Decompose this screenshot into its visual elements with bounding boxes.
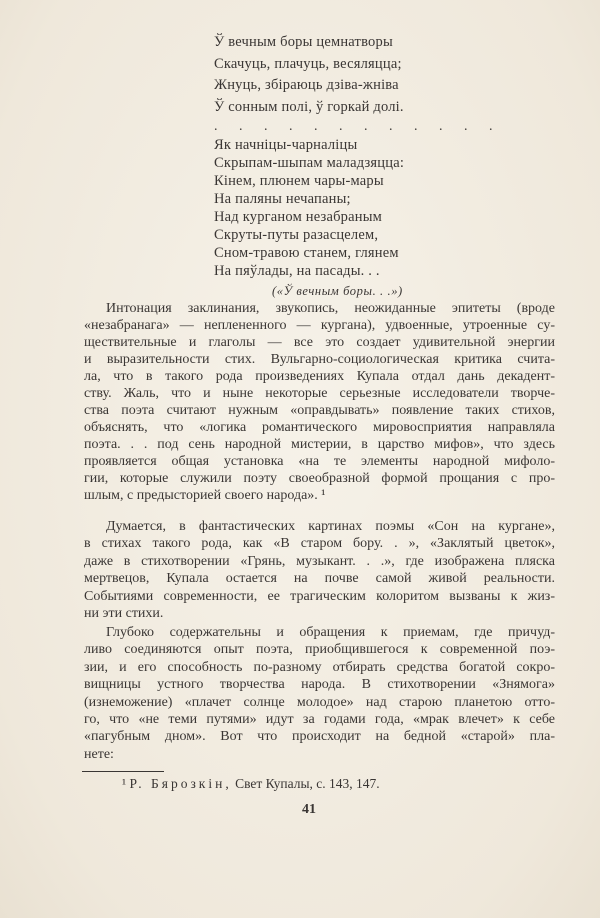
paragraph-line: проявляется общая установка «на те элементы народной мифоло- (84, 454, 555, 469)
paragraph-line: шлым, с предысторией своего народа». ¹ (84, 488, 326, 503)
paragraph-line: «пагубным дном». Вот что происходит на бедной «старой» пла- (84, 729, 555, 745)
footnote-text: Свет Купалы, с. 143, 147. (231, 776, 380, 791)
poem-line: Скрыпам-шыпам маладзяцца: (214, 155, 405, 171)
paragraph-line: нете: (84, 746, 114, 762)
poem-line: Ў сонным полі, ў горкай долі. (214, 99, 404, 115)
paragraph-line: и выразительности стих. Вульгарно-социологическая критика счита- (84, 352, 555, 367)
paragraph-line: ства поэта считают нужным «оправдывать» появление таких стихов, (84, 403, 555, 418)
paragraph-line: Думается, в фантастических картинах поэмы «Сон на кургане», (106, 519, 555, 534)
paragraph-line: ству. Жаль, что и ныне некоторые серьезные исследователи творче- (84, 386, 555, 401)
poem-line: Над курганом незабраным (214, 209, 383, 225)
paragraph-line: Интонация заклинания, звукопись, неожиданные эпитеты (вроде (106, 301, 555, 316)
poem-line: Кінем, плюнем чары-мары (214, 173, 384, 189)
paragraph-line: мертвецов, Купала остается на почве самой живой реальности. (84, 571, 555, 587)
paragraph-line: Глубоко содержательны и обращения к приемам, где причуд- (106, 625, 555, 640)
page-number: 41 (302, 802, 316, 817)
paragraph-line: ществительные и глаголы — все это создает удивительной энергии (84, 335, 555, 350)
paragraph-line: (изнеможение) «плачет солнце молодое» над старою планетою отто- (84, 694, 555, 710)
poem-line: Сном-травою станем, глянем (214, 245, 399, 261)
paragraph-line: Событиями современности, ее трагическим колоритом вызваны к жиз- (84, 588, 555, 604)
poem-line: Скруты-путы разасцелем, (214, 227, 379, 243)
footnote-mark: ¹ (122, 776, 127, 791)
footnote-rule (82, 771, 164, 772)
paragraph-line: в стихах такого рода, как «В старом бору. . », «Заклятый цветок», (84, 536, 555, 552)
paragraph-line: «незабранага» — непленeнного — кургана), удвоенные, утроенные су- (84, 318, 555, 333)
footnote-author: Р. Бярозкін, (129, 776, 232, 791)
paragraph-line: поэта. . . под сень народной мистерии, в царство мифов», что здесь (84, 437, 555, 452)
paragraph-line: ливо соединяются опыт поэта, приобщившегося к современной поэ- (84, 642, 555, 658)
paragraph-line: даже в стихотворении «Грянь, музыкант. . .», где изображена пляска (84, 553, 555, 569)
paragraph-line: объяснять, что «логика романтического мировосприятия направляла (84, 420, 555, 435)
footnote (122, 776, 380, 792)
paragraph-line: ла, что в такого рода произведениях Купала отдал дань декадент- (84, 369, 555, 384)
paragraph-line: ни эти стихи. (84, 606, 164, 621)
paragraph-line: гии, которые служили поэту своеобразной формой прощания с про- (84, 471, 555, 486)
poem-line: Скачуць, плачуць, весяляцца; (214, 56, 402, 72)
paragraph-line: вищницы устного творчества народа. В стихотворении «Знямога» (84, 677, 555, 693)
ellipsis-dots: . . . . . . . . . . . . (214, 119, 502, 134)
poem-line: На пяўлады, на пасады. . . (214, 263, 380, 279)
poem-line: На паляны нечапаны; (214, 191, 351, 207)
poem-line: Жнуць, збіраюць дзіва-жніва (214, 77, 399, 93)
poem-caption: («Ў вечным боры. . .») (272, 284, 403, 298)
paragraph-line: зии, и его способность по-разному отбирать средства богатой сокро- (84, 659, 555, 675)
poem-line: Як начніцы-чарналіцы (214, 137, 358, 153)
poem-line: Ў вечным боры цемнатворы (214, 34, 393, 50)
paragraph-line: го, что «не теми путями» идут за годами года, «мрак влечет» к себе (84, 712, 555, 727)
